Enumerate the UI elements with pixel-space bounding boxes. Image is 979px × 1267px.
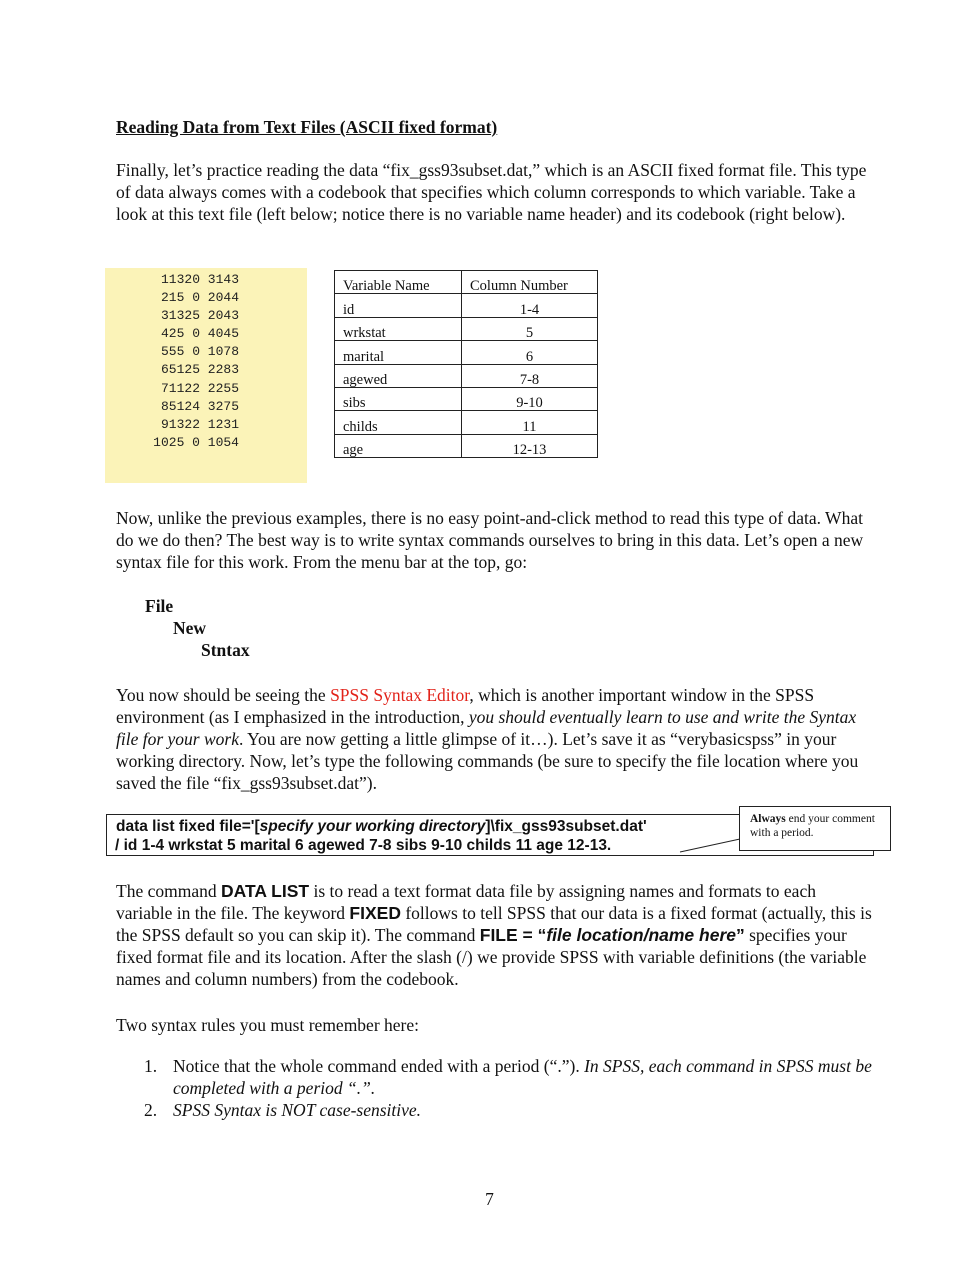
variable-name-cell: age [335,434,462,457]
menu-file: File [145,596,174,616]
column-number-cell: 11 [462,411,598,434]
menu-new: New [173,618,207,638]
variable-name-cell: agewed [335,364,462,387]
column-number-cell: 9-10 [462,387,598,410]
variable-name-cell: wrkstat [335,317,462,340]
data-lines: 11320 3143 215 0 2044 31325 2043 425 0 4045 555 0 1078 65125 2283 71122 2255 85124 3275 91322 1231 1025 0 1054 [153,272,239,450]
callout-note: Always end your comment with a period. [739,806,891,851]
data-list-explanation: The command DATA LIST is to read a text format data file by assigning names and formats to each variable in the file. The keyword FIXED follows to tell SPSS that our data is a fixed format (actually, this is the SPSS default so you can skip it). The command FILE = “file location/name here” specifies your fixed format file and its location. After the slash (/) we provide SPSS with variable definitions (the variable names and column numbers) from the codebook. [116,881,872,989]
codebook-header-row [335,271,598,294]
editor-paragraph: You now should be seeing the SPSS Syntax Editor, which is another important window in the SPSS environment (as I emphasized in the introduction, you should eventually learn to use and write the Syntax file for your work. You are now getting a little glimpse of it…). Let’s save it as “verybasicspss” in your working directory. Now, let’s type the following commands (be sure to specify the file location where you saved the file “fix_gss93subset.dat”). [116,685,859,793]
codebook-row [335,364,598,387]
variable-name-cell: Variable Name [335,271,462,294]
rule-emphasis: SPSS Syntax is NOT case-sensitive. [173,1100,422,1120]
codebook-row [335,294,598,317]
variable-name-cell: sibs [335,387,462,410]
callout-pointer [670,835,750,857]
codebook-row [335,341,598,364]
column-number-cell: 7-8 [462,364,598,387]
rule-item [116,1055,876,1099]
column-number-cell: Column Number [462,271,598,294]
variable-name-cell: id [335,294,462,317]
column-number-cell: 1-4 [462,294,598,317]
column-number-cell: 5 [462,317,598,340]
data-file-preview [105,268,307,483]
variable-name-cell: marital [335,341,462,364]
method-paragraph: Now, unlike the previous examples, there is no easy point-and-click method to read this type of data. What do we do then? The best way is to write syntax commands ourselves to bring in this data. Let’s open a new syntax file for this work. From the menu bar at the top, go: [116,508,864,572]
codebook-row [335,434,598,457]
codebook-row [335,317,598,340]
rules-intro: Two syntax rules you must remember here: [116,1015,420,1035]
rule-text: Notice that the whole command ended with a period (“.”). [173,1056,585,1076]
syntax-editor-link: SPSS Syntax Editor [330,685,470,705]
page-number: 7 [485,1189,494,1209]
codebook-row [335,387,598,410]
column-number-cell: 12-13 [462,434,598,457]
variable-name-cell: childs [335,411,462,434]
codebook-table [334,270,598,458]
rules-list [116,1055,876,1121]
column-number-cell: 6 [462,341,598,364]
codebook-row [335,411,598,434]
rule-emphasis: In SPSS, each command in SPSS must be completed with a period “.”. [173,1056,872,1098]
syntax-line-2: / id 1-4 wrkstat 5 marital 6 agewed 7-8 sibs 9-10 childs 11 age 12-13. [115,837,612,854]
section-heading: Reading Data from Text Files (ASCII fixed format) [116,117,498,137]
intro-paragraph: Finally, let’s practice reading the data “fix_gss93subset.dat,” which is an ASCII fixed format file. This type of data always comes with a codebook that specifies which column corresponds to which variable. Take a look at this text file (left below; notice there is no variable name header) and its codebook (right below). [116,160,867,224]
rule-item [116,1099,876,1121]
rule-number: 1. [144,1056,158,1076]
syntax-line-1: data list fixed file='[specify your working directory]\fix_gss93subset.dat' [116,818,647,835]
menu-syntax: Stntax [201,640,250,660]
rule-number: 2. [144,1100,158,1120]
